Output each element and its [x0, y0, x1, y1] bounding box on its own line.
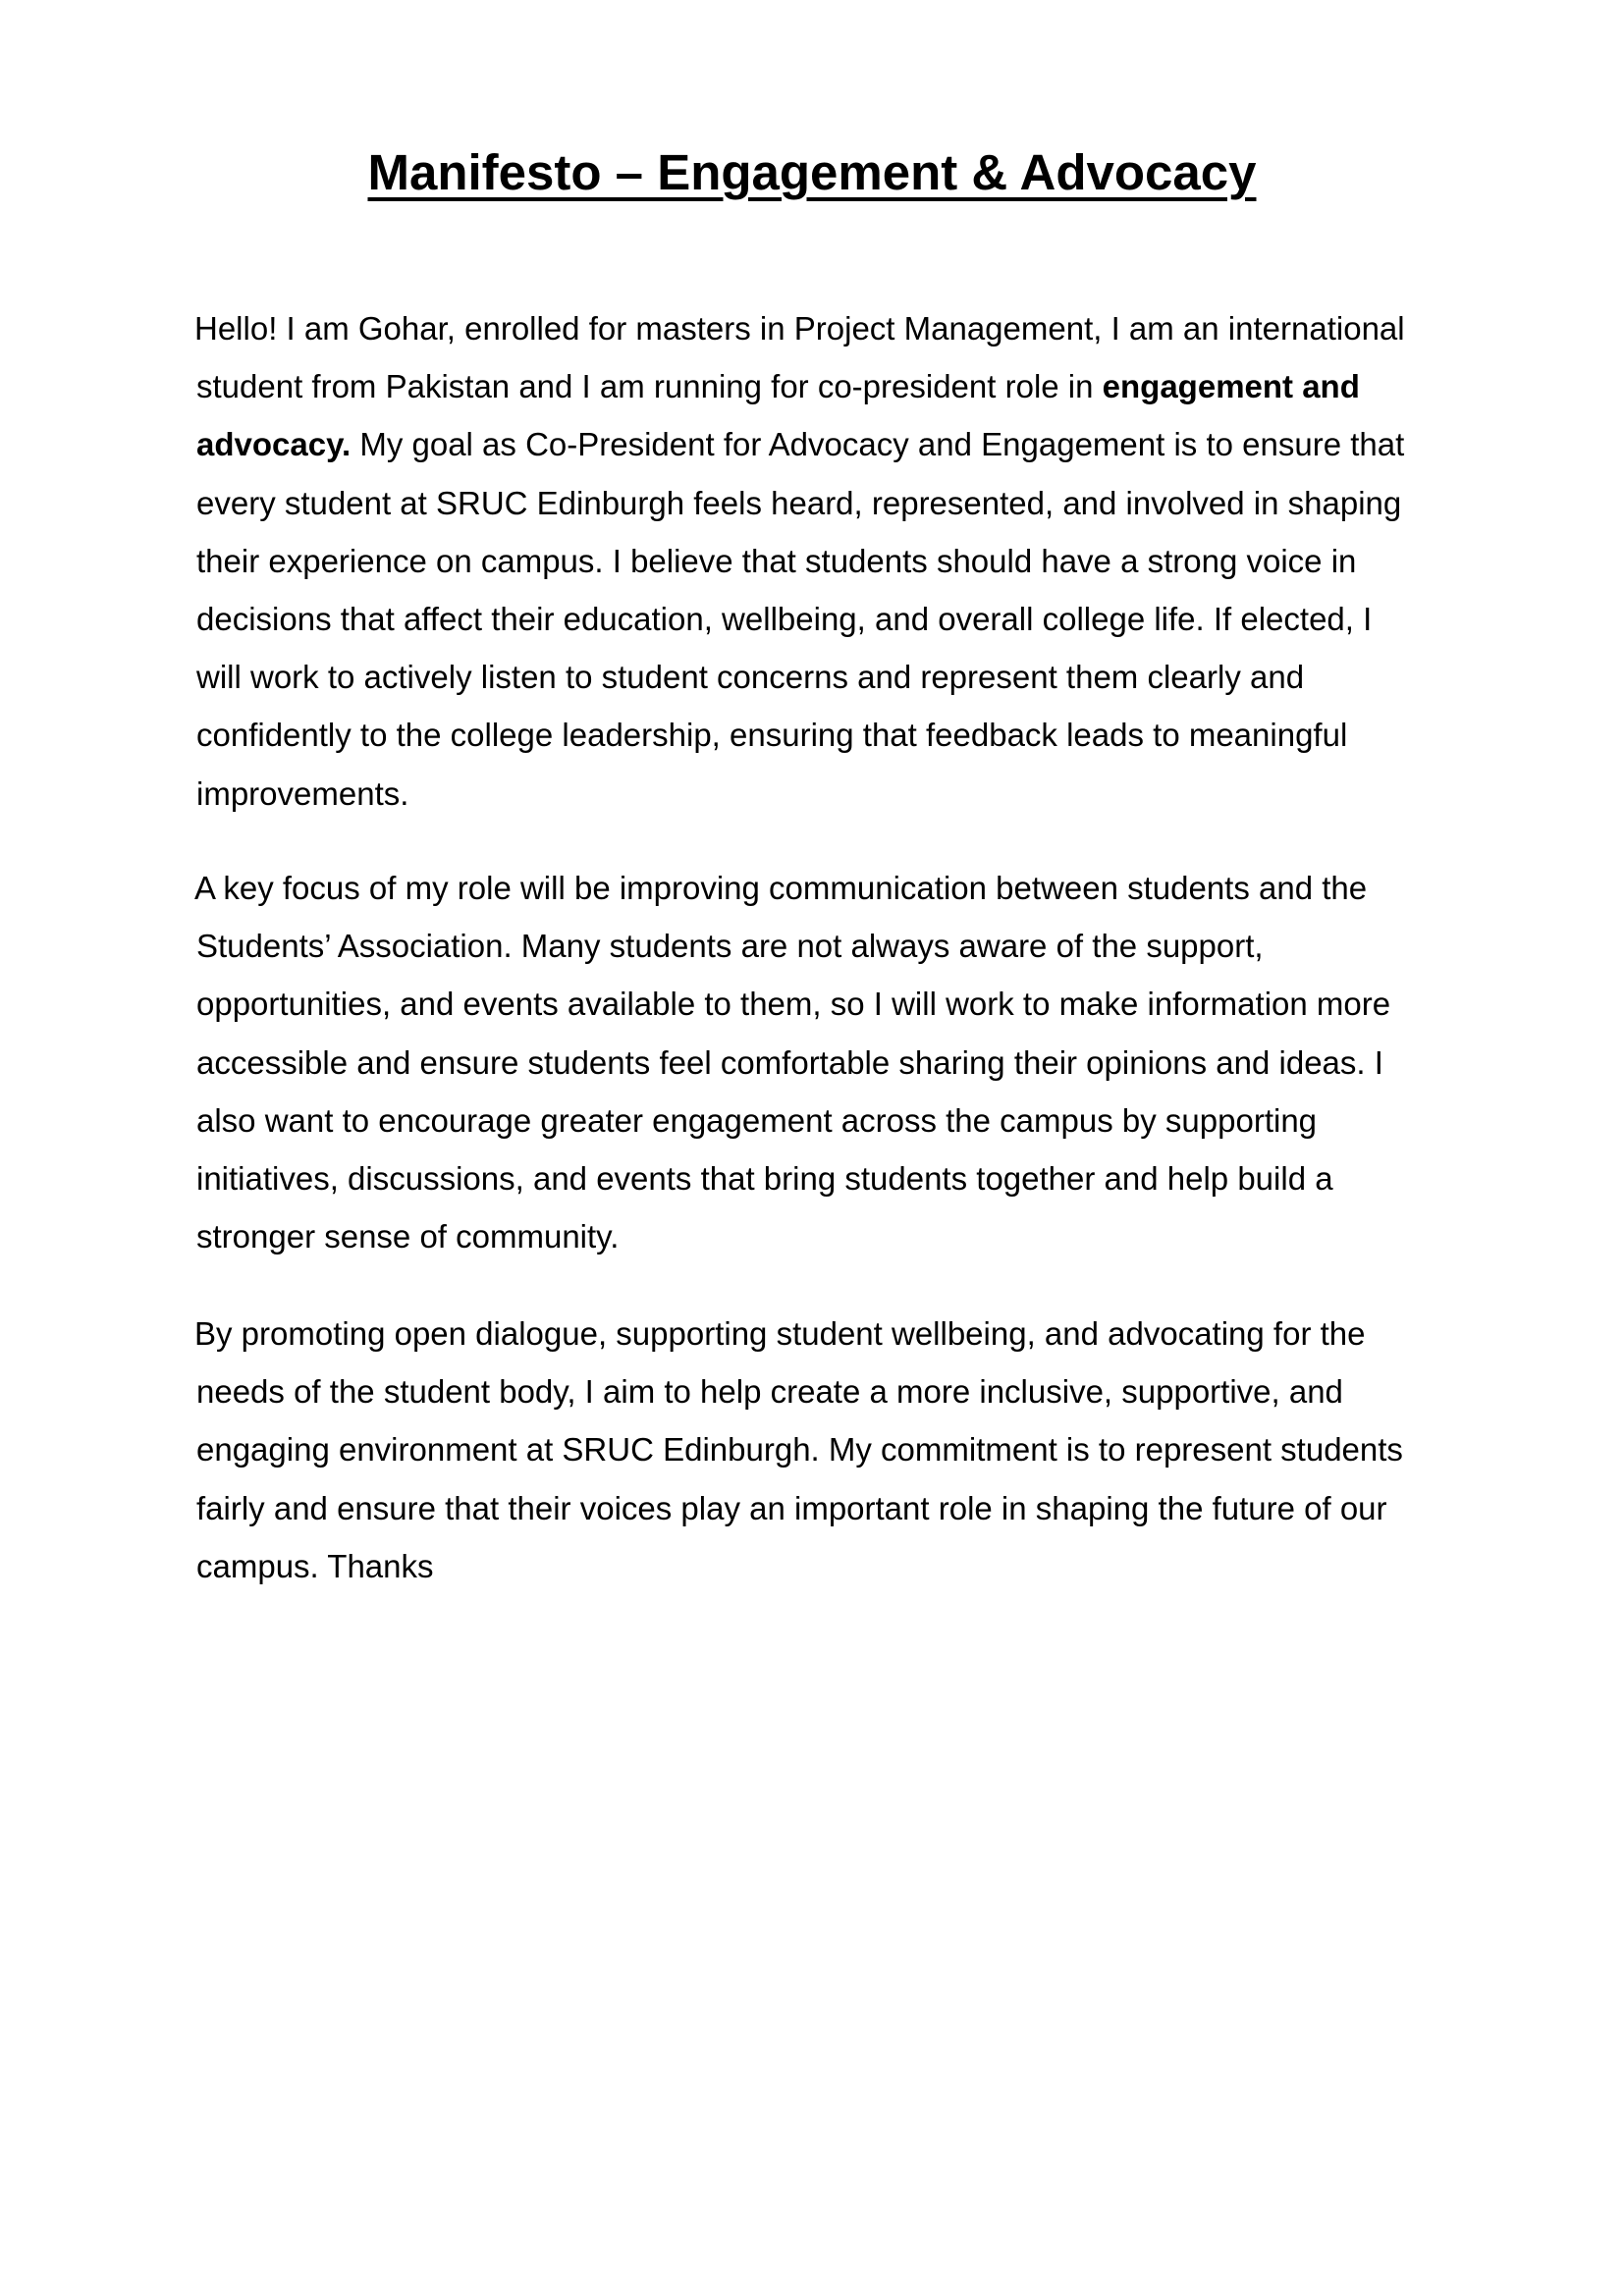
text-line: decisions that affect their education, wellbeing, and overall college life. If elected, I	[196, 601, 1373, 638]
text-line: stronger sense of community.	[196, 1218, 620, 1255]
paragraph-communication	[196, 859, 1448, 1265]
document-title: Manifesto – Engagement & Advocacy	[367, 144, 1257, 200]
text-line: fairly and ensure that their voices play an important role in shaping the future of our	[196, 1489, 1387, 1526]
text-segment: Hello! I am Gohar, enrolled for masters in Project Management, I am an international	[194, 310, 1405, 347]
text-line: campus. Thanks	[196, 1547, 434, 1584]
text-line: every student at SRUC Edinburgh feels heard, represented, and involved in shaping	[196, 484, 1402, 521]
text-line: confidently to the college leadership, ensuring that feedback leads to meaningful	[196, 717, 1348, 754]
text-line: By promoting open dialogue, supporting student wellbeing, and advocating for the	[194, 1315, 1366, 1352]
text-segment: My goal as Co-President for Advocacy and Engagement is to ensure that	[351, 426, 1405, 463]
paragraph-commitment	[196, 1305, 1448, 1595]
paragraph-introduction	[196, 299, 1448, 823]
text-line: initiatives, discussions, and events that bring students together and help build a	[196, 1160, 1333, 1198]
text-line: A key focus of my role will be improving communication between students and the	[194, 870, 1368, 906]
text-segment: student from Pakistan and I am running for co-president role in	[196, 368, 1103, 405]
text-line: will work to actively listen to student concerns and represent them clearly and	[196, 659, 1305, 696]
text-line: engaging environment at SRUC Edinburgh. My commitment is to represent students	[196, 1431, 1403, 1468]
text-line	[196, 357, 1448, 415]
text-line: improvements.	[196, 774, 409, 812]
bold-text-segment: advocacy.	[196, 426, 352, 463]
bold-text-segment: engagement and	[1102, 368, 1360, 405]
text-line: opportunities, and events available to them, so I will work to make information more	[196, 986, 1391, 1023]
text-line: their experience on campus. I believe that students should have a strong voice in	[196, 542, 1357, 579]
text-line: needs of the student body, I aim to help create a more inclusive, supportive, and	[196, 1373, 1343, 1411]
text-line: also want to encourage greater engagement across the campus by supporting	[196, 1101, 1318, 1139]
text-line: Students’ Association. Many students are not always aware of the support,	[196, 928, 1264, 965]
text-line	[194, 299, 1448, 357]
text-line	[196, 415, 1448, 473]
text-line: accessible and ensure students feel comfortable sharing their opinions and ideas. I	[196, 1043, 1383, 1081]
